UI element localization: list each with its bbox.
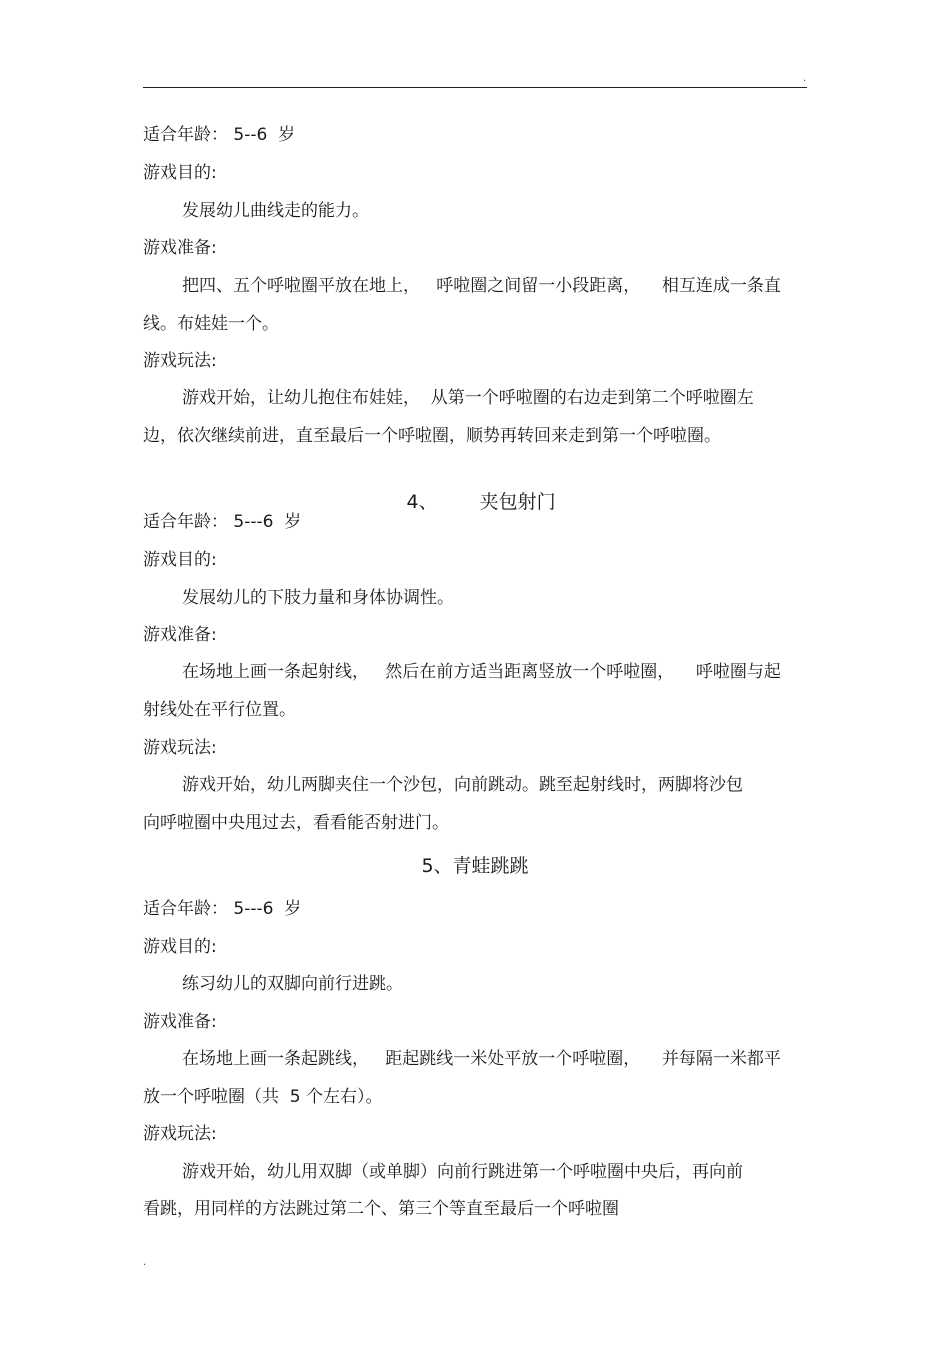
game5-title: 5、青蛙跳跳 bbox=[421, 855, 529, 877]
game4-age: 适合年龄： 5---6 岁 bbox=[143, 512, 302, 532]
game4-prep-line1: 在场地上画一条起射线， 然后在前方适当距离竖放一个呼啦圈， 呼啦圈与起 bbox=[182, 662, 781, 682]
game5-goal-label: 游戏目的: bbox=[143, 937, 217, 957]
game4-title: 夹包射门 bbox=[479, 491, 556, 513]
game5-play-line1: 游戏开始，幼儿用双脚（或单脚）向前行跳进第一个呼啦圈中央后，再向前 bbox=[182, 1162, 743, 1182]
game4-goal: 发展幼儿的下肢力量和身体协调性。 bbox=[182, 588, 454, 608]
game5-age: 适合年龄： 5---6 岁 bbox=[143, 899, 302, 919]
game3-goal: 发展幼儿曲线走的能力。 bbox=[182, 201, 369, 221]
game4-goal-label: 游戏目的: bbox=[143, 550, 217, 570]
game4-prep-line2: 射线处在平行位置。 bbox=[143, 700, 296, 720]
game5-prep-label: 游戏准备: bbox=[143, 1012, 217, 1032]
game3-prep-line1: 把四、五个呼啦圈平放在地上， 呼啦圈之间留一小段距离， 相互连成一条直 bbox=[182, 276, 781, 296]
game3-play-line1: 游戏开始，让幼儿抱住布娃娃， 从第一个呼啦圈的右边走到第二个呼啦圈左 bbox=[182, 388, 754, 408]
game5-goal: 练习幼儿的双脚向前行进跳。 bbox=[182, 974, 403, 994]
bottom-corner-mark: . bbox=[143, 1257, 147, 1268]
game3-prep-label: 游戏准备: bbox=[143, 238, 217, 258]
game5-prep-line1: 在场地上画一条起跳线， 距起跳线一米处平放一个呼啦圈， 并每隔一米都平 bbox=[182, 1049, 781, 1069]
game4-play-label: 游戏玩法: bbox=[143, 738, 217, 758]
game5-prep-line2: 放一个呼啦圈（共 5 个左右）。 bbox=[143, 1087, 383, 1107]
game5-play-line2: 看跳，用同样的方法跳过第二个、第三个等直至最后一个呼啦圈 bbox=[143, 1199, 619, 1219]
game4-play-line2: 向呼啦圈中央甩过去，看看能否射进门。 bbox=[143, 813, 449, 833]
game3-age: 适合年龄： 5--6 岁 bbox=[143, 125, 296, 145]
game4-number: 4、 bbox=[406, 491, 438, 513]
game4-heading bbox=[0, 466, 950, 514]
game3-goal-label: 游戏目的: bbox=[143, 163, 217, 183]
game5-play-label: 游戏玩法: bbox=[143, 1124, 217, 1144]
header-rule bbox=[143, 87, 807, 88]
game3-play-label: 游戏玩法: bbox=[143, 351, 217, 371]
game4-play-line1: 游戏开始，幼儿两脚夹住一个沙包，向前跳动。跳至起射线时，两脚将沙包 bbox=[182, 775, 743, 795]
game3-prep-line2: 线。布娃娃一个。 bbox=[143, 314, 279, 334]
top-corner-mark: . bbox=[803, 73, 807, 84]
game4-prep-label: 游戏准备: bbox=[143, 625, 217, 645]
game3-play-line2: 边，依次继续前进，直至最后一个呼啦圈，顺势再转回来走到第一个呼啦圈。 bbox=[143, 426, 721, 446]
